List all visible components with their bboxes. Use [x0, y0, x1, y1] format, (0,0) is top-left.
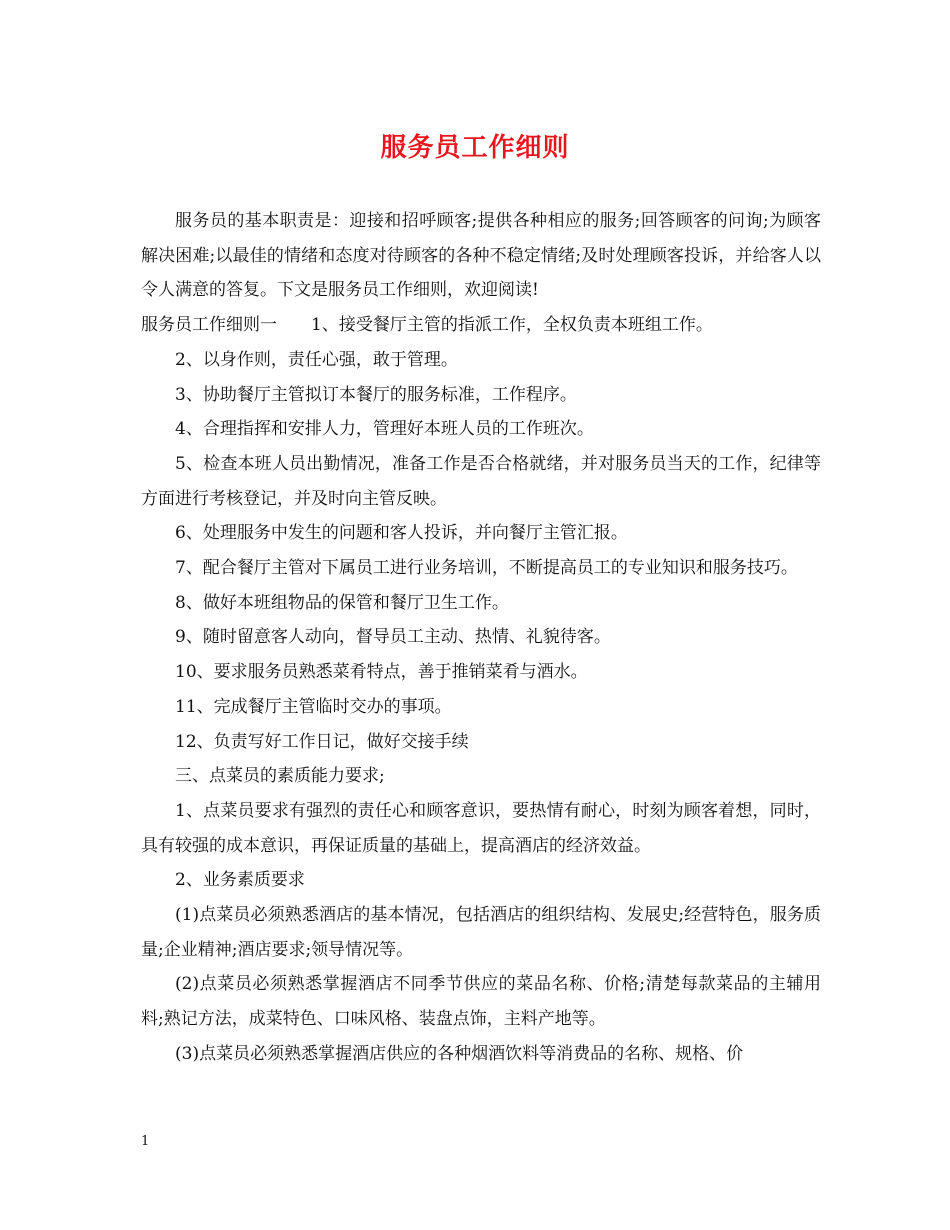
- document-title: 服务员工作细则: [380, 133, 570, 163]
- item-12: 12、负责写好工作日记，做好交接手续: [175, 731, 469, 752]
- page-number: 1: [141, 1134, 150, 1149]
- requirement-2-sub-3: (3)点菜员必须熟悉掌握酒店供应的各种烟酒饮料等消费品的名称、规格、价: [175, 1043, 744, 1064]
- item-7: 7、配合餐厅主管对下属员工进行业务培训，不断提高员工的专业知识和服务技巧。: [175, 558, 798, 579]
- item-3: 3、协助餐厅主管拟订本餐厅的服务标准，工作程序。: [175, 384, 577, 405]
- requirement-2-sub-2: (2)点菜员必须熟悉掌握酒店不同季节供应的菜品名称、价格;清楚每款菜品的主辅用料;熟记方法，成菜特色、口味风格、装盘点饰，主料产地等。: [141, 974, 821, 1030]
- requirement-2: 2、业务素质要求: [175, 870, 305, 891]
- item-4: 4、合理指挥和安排人力，管理好本班人员的工作班次。: [175, 419, 594, 440]
- item-8: 8、做好本班组物品的保管和餐厅卫生工作。: [175, 592, 509, 613]
- item-1: 1、接受餐厅主管的指派工作，全权负责本班组工作。: [311, 315, 713, 336]
- item-6: 6、处理服务中发生的问题和客人投诉，并向餐厅主管汇报。: [175, 523, 628, 544]
- document-body: [141, 204, 821, 1072]
- item-2: 2、以身作则，责任心强，敢于管理。: [175, 349, 458, 370]
- item-9: 9、随时留意客人动向，督导员工主动、热情、礼貌待客。: [175, 627, 611, 648]
- item-11: 11、完成餐厅主管临时交办的事项。: [175, 696, 452, 717]
- intro-paragraph: 服务员的基本职责是：迎接和招呼顾客;提供各种相应的服务;回答顾客的问询;为顾客解决困难;以最佳的情绪和态度对待顾客的各种不稳定情绪;及时处理顾客投诉，并给客人以令人满意的答复。下文是服务员工作细则，欢迎阅读!: [141, 211, 821, 301]
- item-5: 5、检查本班人员出勤情况，准备工作是否合格就绪，并对服务员当天的工作，纪律等方面进行考核登记，并及时向主管反映。: [141, 453, 821, 509]
- requirement-1: 1、点菜员要求有强烈的责任心和顾客意识，要热情有耐心，时刻为顾客着想，同时，具有较强的成本意识，再保证质量的基础上，提高酒店的经济效益。: [141, 800, 821, 856]
- requirement-2-sub-1: (1)点菜员必须熟悉酒店的基本情况，包括酒店的组织结构、发展史;经营特色，服务质量;企业精神;酒店要求;领导情况等。: [141, 905, 821, 960]
- item-10: 10、要求服务员熟悉菜肴特点，善于推销菜肴与酒水。: [175, 662, 588, 683]
- section-line: [141, 308, 821, 343]
- section-heading: 服务员工作细则一: [141, 315, 277, 336]
- section-three-heading: 三、点菜员的素质能力要求;: [175, 766, 385, 787]
